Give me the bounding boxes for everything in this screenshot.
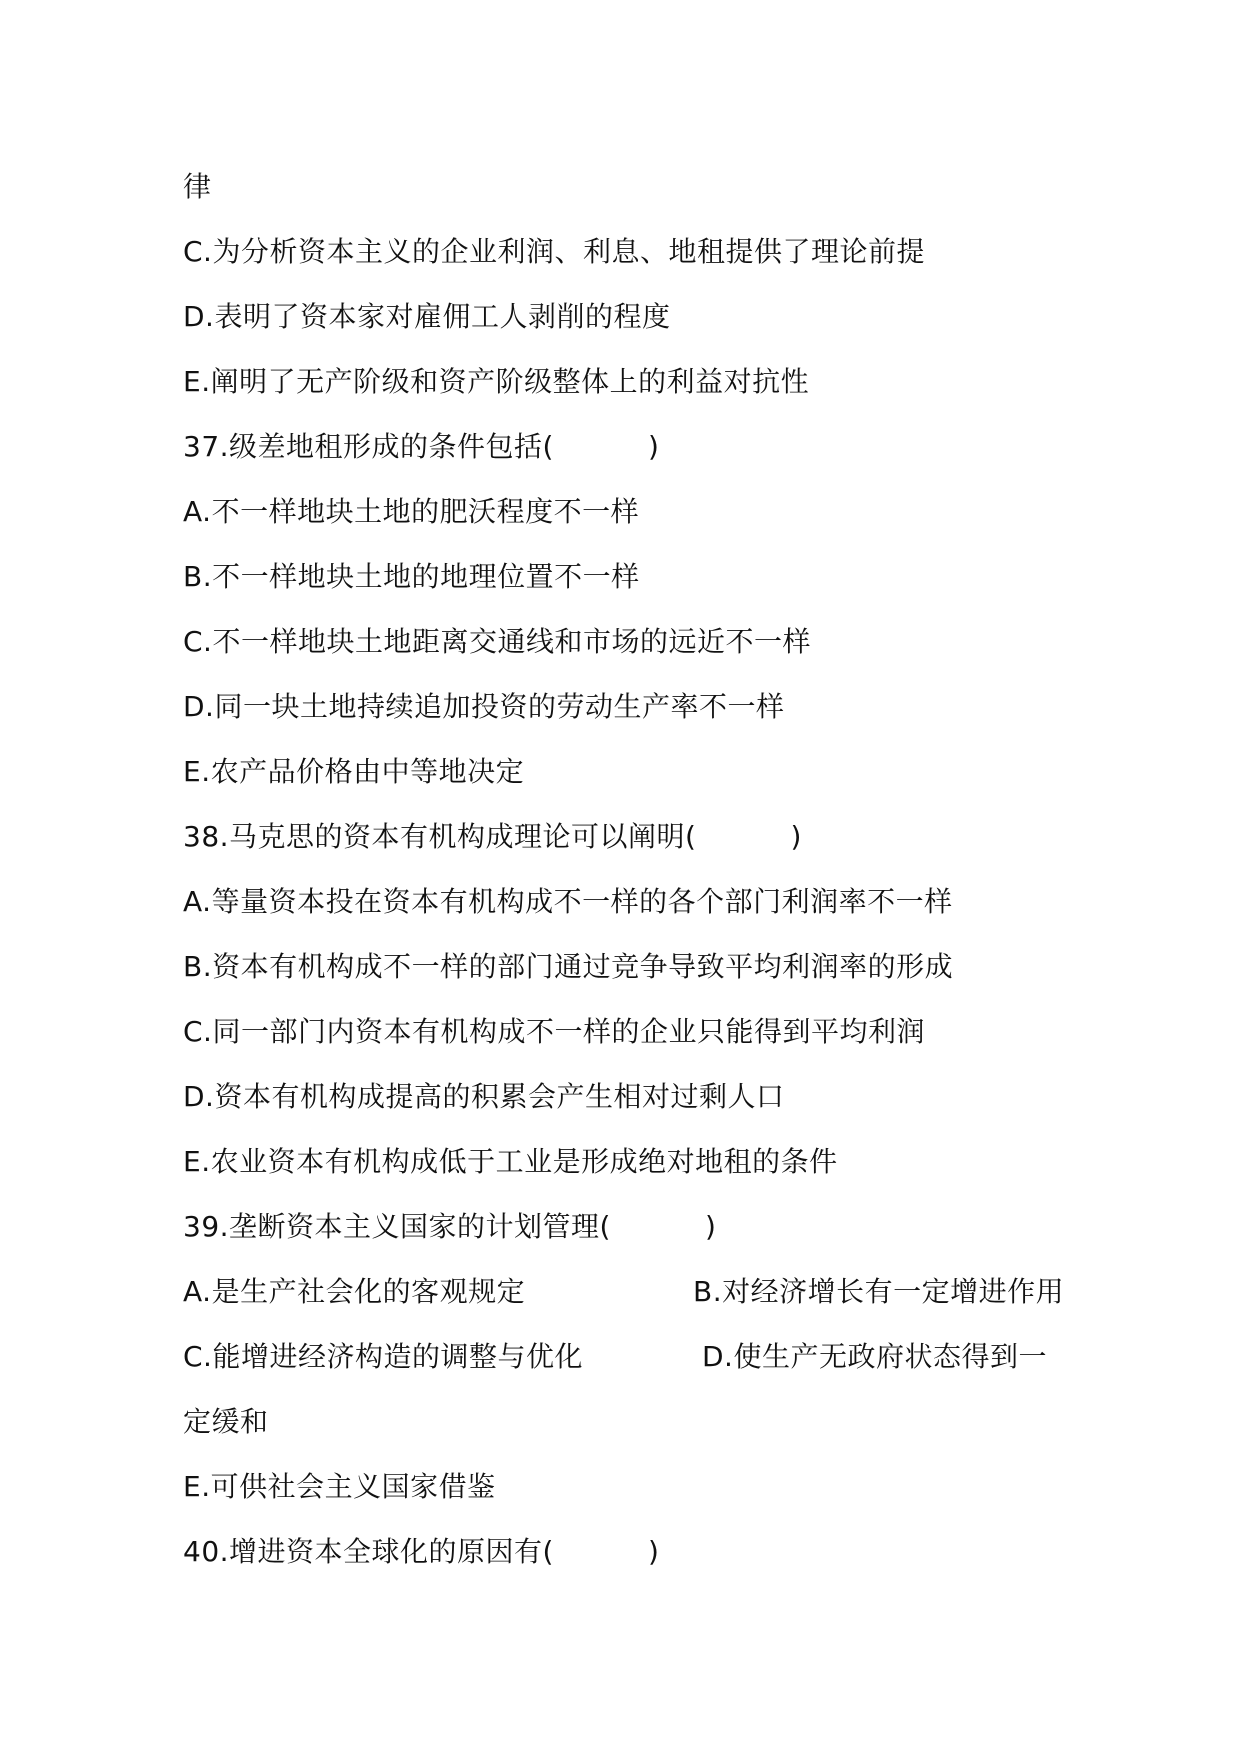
option-c-39: C.能增进经济构造的调整与优化 bbox=[183, 1340, 583, 1373]
option-c-36: C.为分析资本主义的企业利润、利息、地租提供了理论前提 bbox=[183, 235, 925, 268]
option-d-38: D.资本有机构成提高的积累会产生相对过剩人口 bbox=[183, 1080, 785, 1113]
option-e-38: E.农业资本有机构成低于工业是形成绝对地租的条件 bbox=[183, 1145, 838, 1178]
option-d-39: D.使生产无政府状态得到一 bbox=[702, 1340, 1047, 1373]
option-b-39: B.对经济增长有一定增进作用 bbox=[693, 1275, 1065, 1308]
option-d-37: D.同一块土地持续追加投资的劳动生产率不一样 bbox=[183, 690, 785, 723]
option-e-37: E.农产品价格由中等地决定 bbox=[183, 755, 525, 788]
option-a-38: A.等量资本投在资本有机构成不一样的各个部门利润率不一样 bbox=[183, 885, 953, 918]
question-40: 40.增进资本全球化的原因有( ) bbox=[183, 1535, 660, 1568]
option-c-38: C.同一部门内资本有机构成不一样的企业只能得到平均利润 bbox=[183, 1015, 925, 1048]
option-a-37: A.不一样地块土地的肥沃程度不一样 bbox=[183, 495, 640, 528]
question-38: 38.马克思的资本有机构成理论可以阐明( ) bbox=[183, 820, 802, 853]
question-37: 37.级差地租形成的条件包括( ) bbox=[183, 430, 660, 463]
text-line-continuation: 律 bbox=[183, 170, 212, 203]
option-e-39: E.可供社会主义国家借鉴 bbox=[183, 1470, 496, 1503]
question-39: 39.垄断资本主义国家的计划管理( ) bbox=[183, 1210, 717, 1243]
option-c-37: C.不一样地块土地距离交通线和市场的远近不一样 bbox=[183, 625, 811, 658]
option-e-36: E.阐明了无产阶级和资产阶级整体上的利益对抗性 bbox=[183, 365, 810, 398]
option-d-39-continuation: 定缓和 bbox=[183, 1405, 269, 1438]
option-b-37: B.不一样地块土地的地理位置不一样 bbox=[183, 560, 640, 593]
option-a-39: A.是生产社会化的客观规定 bbox=[183, 1275, 526, 1308]
option-d-36: D.表明了资本家对雇佣工人剥削的程度 bbox=[183, 300, 671, 333]
option-b-38: B.资本有机构成不一样的部门通过竞争导致平均利润率的形成 bbox=[183, 950, 954, 983]
